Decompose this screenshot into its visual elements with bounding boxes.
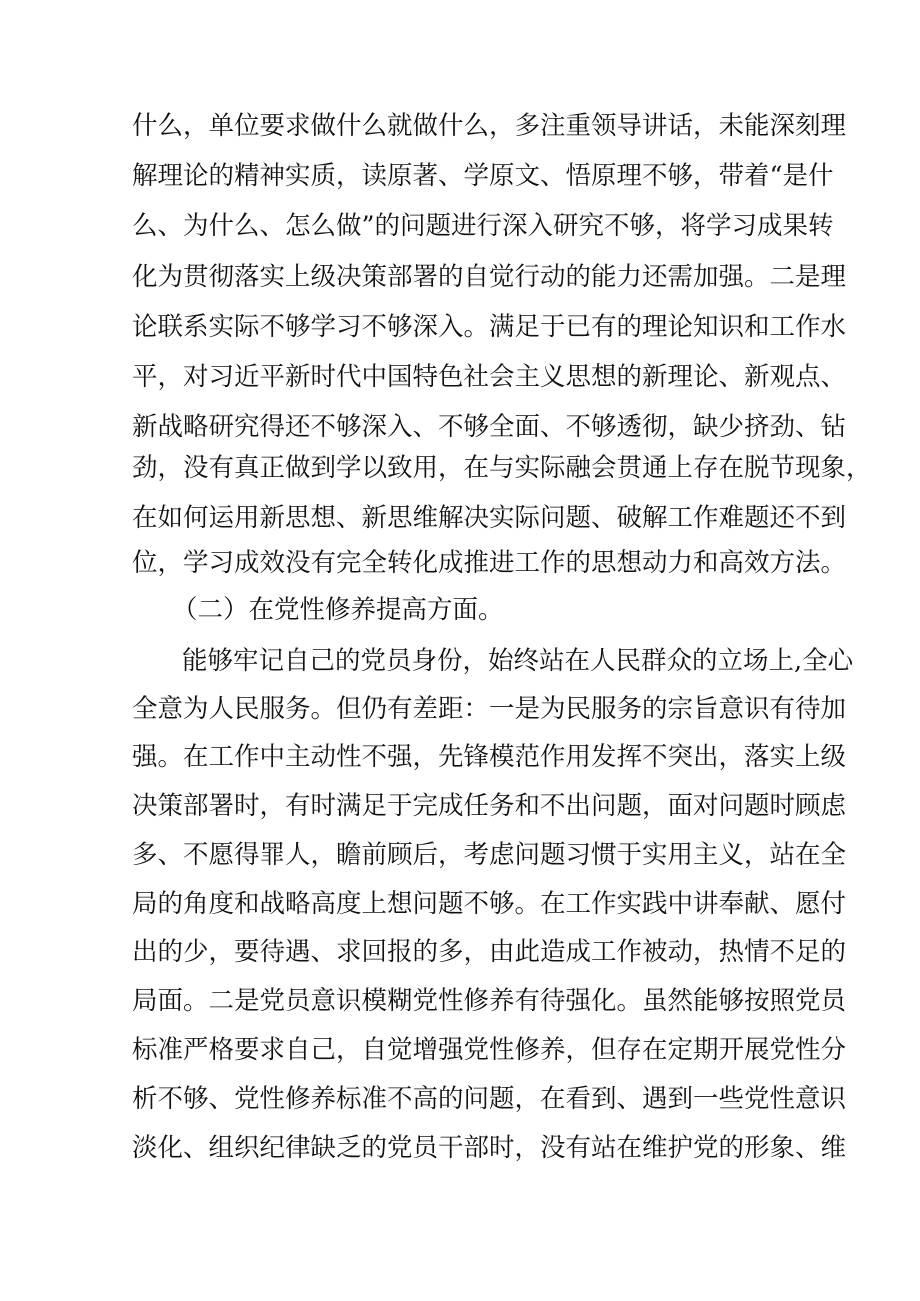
paragraph2-line-8: 局面。二是党员意识模糊党性修养有待强化。虽然能够按照党员 [132, 986, 847, 1016]
paragraph1-line-5: 论联系实际不够学习不够深入。满足于已有的理论知识和工作水 [132, 312, 847, 342]
paragraph1-line-2: 解理论的精神实质，读原著、学原文、悟原理不够，带着“是什 [132, 161, 834, 191]
paragraph2-line-3: 强。在工作中主动性不强，先锋模范作用发挥不突出，落实上级 [132, 742, 847, 772]
paragraph2-line-6: 局的角度和战略高度上想问题不够。在工作实践中讲奉献、愿付 [132, 889, 847, 919]
paragraph1-line-6: 平，对习近平新时代中国特色社会主义思想的新理论、新观点、 [132, 362, 847, 392]
paragraph2-line-5: 多、不愿得罪人，瞻前顾后，考虑问题习惯于实用主义，站在全 [132, 840, 847, 870]
paragraph1-line-4: 化为贯彻落实上级决策部署的自觉行动的能力还需加强。二是理 [132, 262, 847, 292]
paragraph1-line-8: 劲，没有真正做到学以致用，在与实际融会贯通上存在脱节现象， [132, 453, 872, 483]
paragraph1-line-10: 位，学习成效没有完全转化成推进工作的思想动力和高效方法。 [132, 548, 847, 578]
paragraph2-line-11: 淡化、组织纪律缺乏的党员干部时，没有站在维护党的形象、维 [132, 1133, 847, 1163]
paragraph1-line-3: 么、为什么、怎么做”的问题进行深入研究不够，将学习成果转 [132, 211, 834, 241]
paragraph2-line-1: 能够牢记自己的党员身份，始终站在人民群众的立场上,全心 [182, 646, 854, 676]
paragraph2-line-10: 析不够、党性修养标准不高的问题，在看到、遇到一些党性意识 [132, 1084, 847, 1114]
paragraph2-line-7: 出的少，要待遇、求回报的多，由此造成工作被动，热情不足的 [132, 937, 847, 967]
paragraph2-line-9: 标准严格要求自己，自觉增强党性修养，但存在定期开展党性分 [132, 1035, 847, 1065]
paragraph2-line-2: 全意为人民服务。但仍有差距：一是为民服务的宗旨意识有待加 [132, 694, 847, 724]
paragraph1-line-9: 在如何运用新思想、新思维解决实际问题、破解工作难题还不到 [132, 503, 847, 533]
section-heading: （二）在党性修养提高方面。 [172, 595, 504, 625]
paragraph2-line-4: 决策部署时，有时满足于完成任务和不出问题，面对问题时顾虑 [132, 791, 847, 821]
paragraph1-line-1: 什么，单位要求做什么就做什么，多注重领导讲话，未能深刻理 [132, 111, 847, 141]
paragraph1-line-7: 新战略研究得还不够深入、不够全面、不够透彻，缺少挤劲、钻 [132, 412, 847, 442]
